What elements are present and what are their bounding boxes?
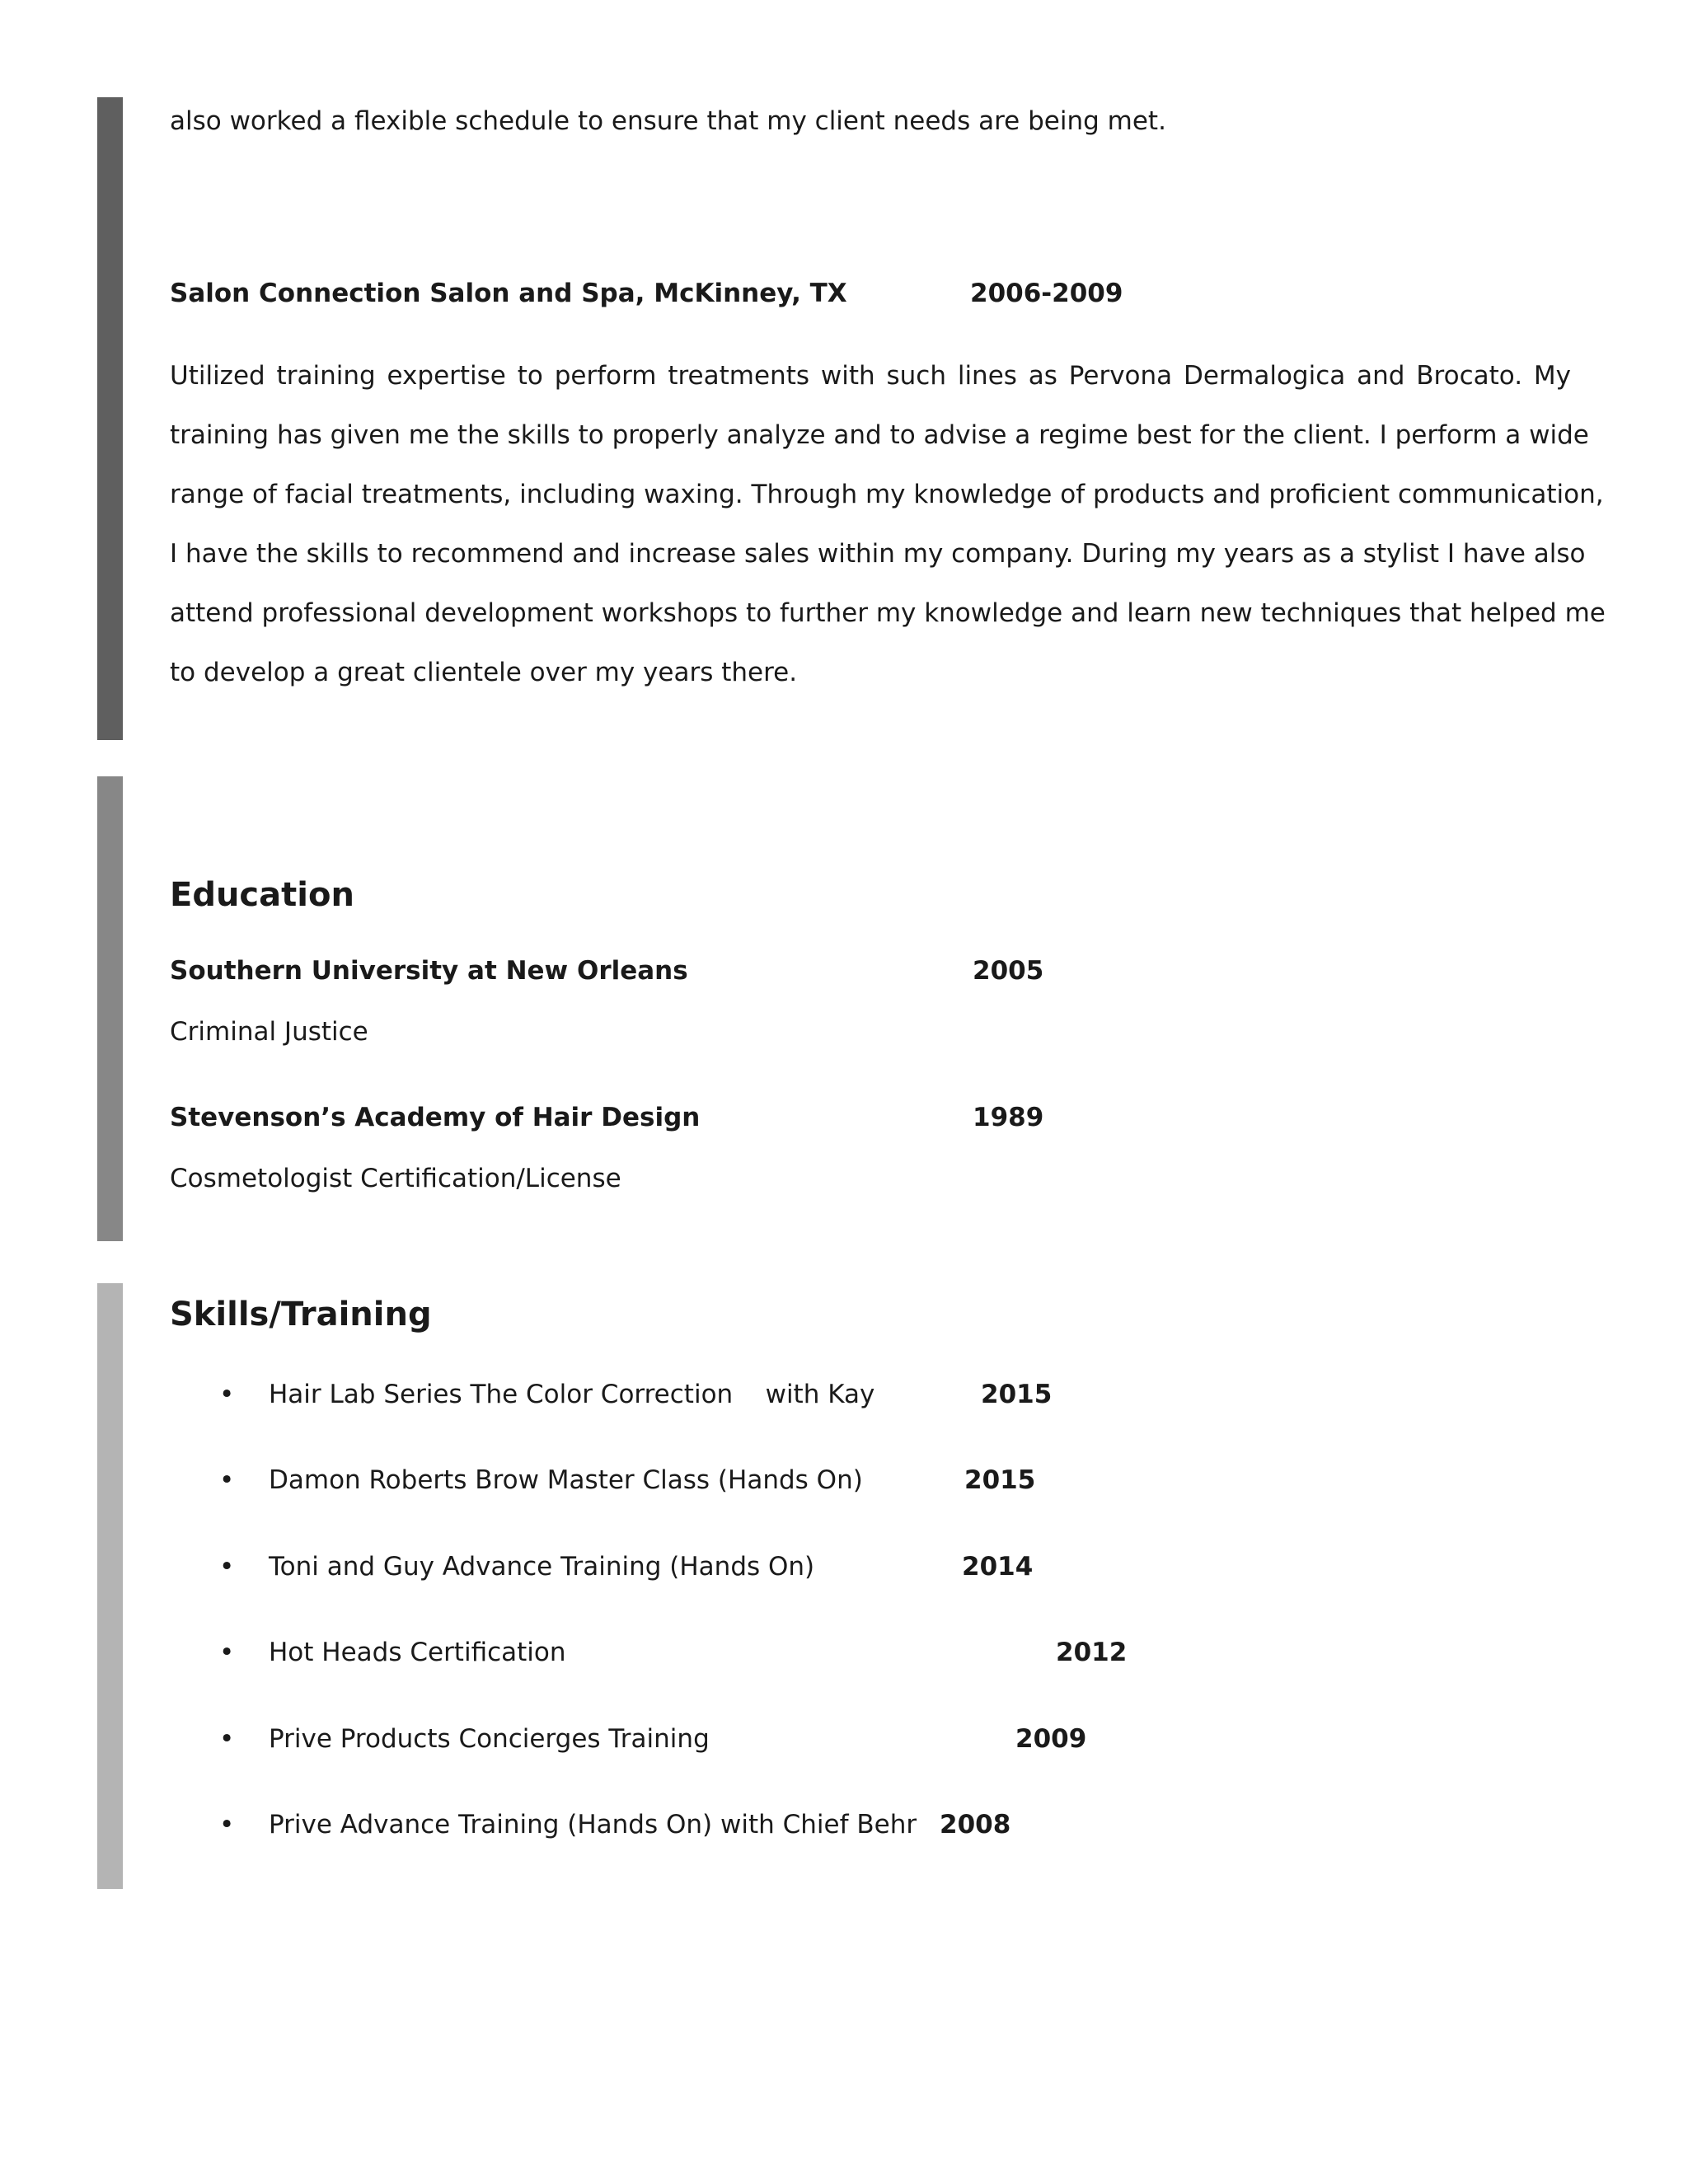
skill-year: 2008: [940, 1810, 1011, 1840]
bullet-icon: •: [219, 1380, 235, 1409]
skill-label: Toni and Guy Advance Training (Hands On): [269, 1552, 815, 1582]
education-detail: Criminal Justice: [170, 1017, 368, 1047]
job-description-line: range of facial treatments, including waxing. Through my knowledge of products and proficient communication,: [170, 480, 1604, 509]
skill-label: Prive Advance Training (Hands On) with Chief Behr: [269, 1810, 917, 1840]
job-description-line: Utilized training expertise to perform treatments with such lines as Pervona Dermalogica and Brocato. My: [170, 361, 1571, 391]
section-bar-education: [97, 776, 123, 1241]
bullet-icon: •: [219, 1810, 235, 1840]
education-school: Stevenson’s Academy of Hair Design: [170, 1103, 701, 1132]
education-heading: Education: [170, 876, 354, 914]
skill-label: Prive Products Concierges Training: [269, 1724, 710, 1754]
job-description: [170, 346, 1606, 702]
section-bar-skills: [97, 1283, 123, 1889]
skill-label: Hair Lab Series The Color Correction with Kay: [269, 1380, 875, 1409]
job-description-line: I have the skills to recommend and increase sales within my company. During my years as a stylist I have also: [170, 539, 1586, 569]
skill-label: Damon Roberts Brow Master Class (Hands On): [269, 1465, 863, 1495]
skill-year: 2012: [1056, 1638, 1128, 1667]
bullet-icon: •: [219, 1465, 235, 1495]
education-school: Southern University at New Orleans: [170, 956, 688, 986]
skill-year: 2009: [1015, 1724, 1087, 1754]
bullet-icon: •: [219, 1638, 235, 1667]
skills-heading: Skills/Training: [170, 1296, 432, 1333]
skill-year: 2014: [962, 1552, 1034, 1582]
education-detail: Cosmetologist Certification/License: [170, 1164, 621, 1193]
education-year: 1989: [973, 1103, 1044, 1132]
job-description-line: to develop a great clientele over my years there.: [170, 658, 798, 687]
skill-year: 2015: [964, 1465, 1036, 1495]
job-description-line: attend professional development workshops to further my knowledge and learn new techniques that helped me: [170, 598, 1606, 628]
experience-continuation-line: also worked a flexible schedule to ensure that my client needs are being met.: [170, 106, 1166, 136]
skill-label: Hot Heads Certification: [269, 1638, 566, 1667]
skill-year: 2015: [981, 1380, 1053, 1409]
bullet-icon: •: [219, 1552, 235, 1582]
bullet-icon: •: [219, 1724, 235, 1754]
job-title: Salon Connection Salon and Spa, McKinney, TX: [170, 279, 847, 308]
job-years: 2006-2009: [970, 279, 1123, 308]
job-description-line: training has given me the skills to properly analyze and to advise a regime best for the client. I perform a wide: [170, 420, 1589, 450]
section-bar-experience: [97, 97, 123, 740]
education-year: 2005: [973, 956, 1044, 986]
